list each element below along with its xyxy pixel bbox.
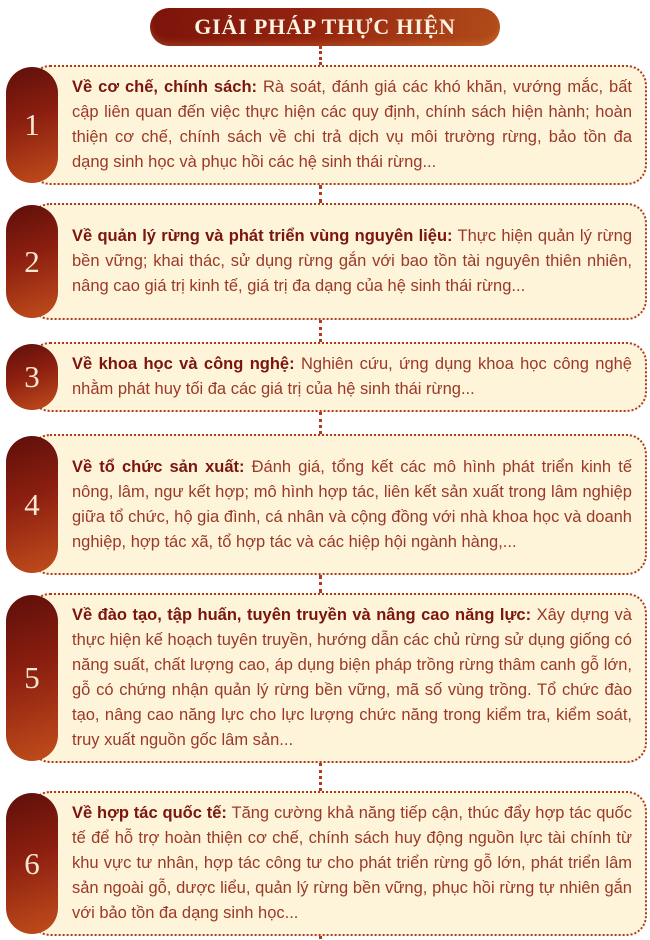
page-title: GIẢI PHÁP THỰC HIỆN bbox=[194, 14, 456, 39]
step-card-6 bbox=[0, 791, 650, 936]
step-number-badge: 5 bbox=[6, 595, 58, 761]
step-body: Đánh giá, tổng kết các mô hình phát triển kinh tế nông, lâm, ngư kết hợp; mô hình hợp tác, liên kết sản xuất trong lâm nghiệp giữa tổ chức, hộ gia đình, cá nhân và cộng đồng với nhà khoa học và doanh nghiệp, hợp tác xã, tổ hợp tác và các hiệp hội ngành hàng,... bbox=[72, 457, 632, 551]
step-body: Thực hiện quản lý rừng bền vững; khai thác, sử dụng rừng gắn với bao tồn tài nguyên thiên nhiên, nâng cao giá trị kinh tế, giá trị đa dạng của hệ sinh thái rừng... bbox=[72, 227, 633, 295]
step-card-1 bbox=[0, 65, 650, 185]
step-body: Nghiên cứu, ứng dụng khoa học công nghệ nhằm phát huy tối đa các giá trị của hệ sinh thái rừng... bbox=[72, 355, 632, 398]
step-lead: Về quản lý rừng và phát triển vùng nguyên liệu: bbox=[72, 227, 453, 245]
step-number-badge: 1 bbox=[6, 67, 58, 183]
step-text bbox=[72, 224, 632, 299]
dotted-connector bbox=[319, 46, 322, 65]
step-card-body bbox=[30, 434, 647, 575]
step-number-badge: 2 bbox=[6, 205, 58, 318]
dotted-connector bbox=[319, 575, 322, 593]
step-body: Xây dựng và thực hiện kế hoạch tuyên truyền, hướng dẫn các chủ rừng sử dụng giống có năng suất, chất lượng cao, áp dụng biện pháp trồng rừng thâm canh gỗ lớn, gỗ có chứng nhận quản lý rừng bền vững, mã số vùng trồng. Tổ chức đào tạo, nâng cao năng lực cho lực lượng chức năng trong kiểm tra, kiểm soát, truy xuất nguồn gốc lâm sản... bbox=[72, 606, 632, 749]
step-card-body bbox=[30, 593, 647, 763]
step-lead: Về khoa học và công nghệ: bbox=[72, 355, 295, 373]
step-body: Tăng cường khả năng tiếp cận, thúc đẩy hợp tác quốc tế để hỗ trợ hoàn thiện cơ chế, chính sách huy động nguồn lực tài chính từ khu vực tư nhân, hợp tác công tư cho phát triển rừng gỗ lớn, phát triển lâm sản ngoài gỗ, dược liểu, quản lý rừng bền vững, phục hồi rừng tự nhiên gắn với bảo tồn đa dạng sinh học... bbox=[72, 804, 632, 922]
step-lead: Về đào tạo, tập huấn, tuyên truyền và nâng cao năng lực: bbox=[72, 606, 532, 624]
step-body: Rà soát, đánh giá các khó khăn, vướng mắc, bất cập liên quan đến việc thực hiện các quy định, chính sách hiện hành; hoàn thiện cơ chế, chính sách về chi trả dịch vụ môi trường rừng, bảo tồn đa dạng sinh học và phục hồi các hệ sinh thái rừng... bbox=[72, 78, 632, 171]
step-card-body bbox=[30, 791, 647, 936]
dotted-connector bbox=[319, 763, 322, 791]
step-card-5 bbox=[0, 593, 650, 763]
step-card-body bbox=[30, 342, 647, 412]
step-card-body bbox=[30, 65, 647, 185]
step-card-2 bbox=[0, 203, 650, 320]
step-number-badge: 3 bbox=[6, 344, 58, 410]
dotted-connector bbox=[319, 185, 322, 203]
step-number-badge: 6 bbox=[6, 793, 58, 934]
step-card-3 bbox=[0, 342, 650, 412]
step-card-body bbox=[30, 203, 647, 320]
step-text bbox=[72, 801, 632, 926]
step-card-4 bbox=[0, 434, 650, 575]
step-number-badge: 4 bbox=[6, 436, 58, 573]
dotted-connector bbox=[319, 320, 322, 342]
dotted-connector bbox=[319, 412, 322, 434]
dotted-connector bbox=[319, 936, 322, 940]
step-lead: Về cơ chế, chính sách: bbox=[72, 78, 258, 96]
step-text bbox=[72, 455, 632, 555]
step-text bbox=[72, 352, 632, 402]
step-lead: Về tổ chức sản xuất: bbox=[72, 457, 245, 476]
page-title-banner bbox=[150, 8, 500, 46]
step-text bbox=[72, 75, 632, 175]
step-lead: Về hợp tác quốc tế: bbox=[72, 804, 227, 822]
step-text bbox=[72, 603, 632, 753]
